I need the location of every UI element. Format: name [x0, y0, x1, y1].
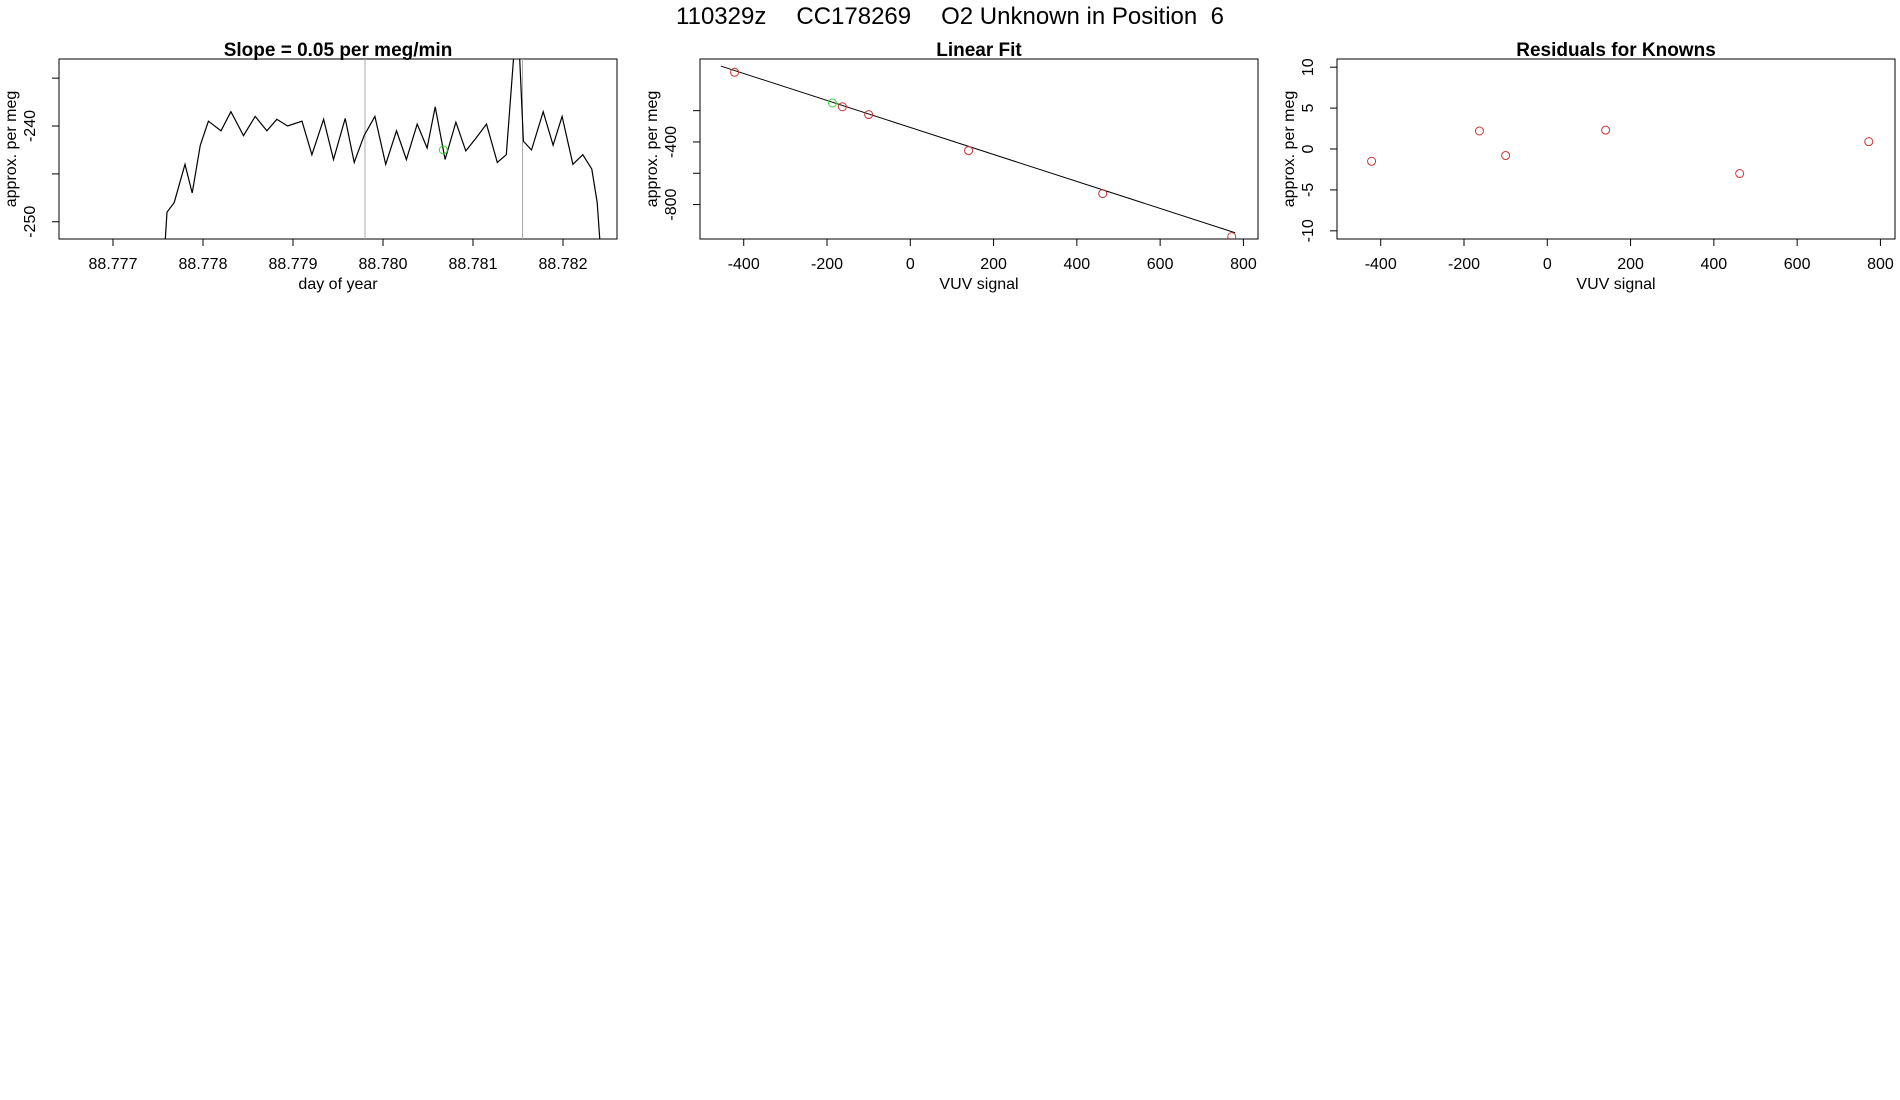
y-tick-label: -400: [663, 125, 680, 158]
y-axis-label: approx. per meg: [1281, 90, 1298, 208]
residual-point: [1736, 170, 1744, 178]
y-tick-label: 5: [1300, 103, 1317, 113]
residual-point: [1502, 152, 1510, 160]
y-axis-label: approx. per meg: [644, 90, 661, 208]
y-tick-label: -250: [22, 205, 39, 238]
plot-content: [721, 66, 1236, 241]
x-axis-label: day of year: [298, 276, 378, 293]
sample-id: CC178269: [796, 3, 912, 30]
x-tick-label: 88.778: [178, 256, 228, 273]
y-tick-label: 10: [1300, 58, 1317, 77]
x-tick-label: 200: [1617, 256, 1644, 273]
x-axis-label: VUV signal: [1576, 276, 1656, 293]
plot-content: [1368, 126, 1873, 177]
chart-title: Residuals for Knowns: [1516, 40, 1716, 61]
plot-frame: [1337, 59, 1895, 239]
run-id: 110329z: [676, 3, 767, 30]
plot-frame: [59, 59, 617, 239]
known-point: [731, 68, 739, 76]
x-tick-label: 88.782: [538, 256, 588, 273]
fit-line: [721, 66, 1235, 233]
y-axis-label: approx. per meg: [3, 90, 20, 208]
x-tick-label: 800: [1230, 256, 1257, 273]
y-tick-label: -800: [663, 188, 680, 221]
x-tick-label: 88.781: [448, 256, 498, 273]
chart-title: Slope = 0.05 per meg/min: [223, 40, 453, 61]
x-tick-label: 600: [1146, 256, 1174, 273]
y-tick-label: 0: [1300, 144, 1317, 154]
x-tick-label: 800: [1867, 256, 1894, 273]
residual-point: [1368, 157, 1376, 165]
x-tick-label: 400: [1063, 256, 1091, 273]
x-axis-label: VUV signal: [939, 276, 1019, 293]
y-tick-label: -240: [22, 110, 39, 143]
residual-point: [1865, 138, 1873, 146]
x-tick-label: 200: [980, 256, 1007, 273]
x-tick-label: 0: [905, 256, 915, 273]
x-tick-label: 88.779: [268, 256, 318, 273]
residual-point: [1602, 126, 1610, 134]
y-tick-label: -10: [1300, 219, 1317, 243]
known-point: [1099, 190, 1107, 198]
x-tick-label: 600: [1783, 256, 1811, 273]
x-tick-label: -400: [727, 256, 760, 273]
x-tick-label: 400: [1700, 256, 1728, 273]
x-tick-label: -200: [1447, 256, 1481, 273]
residuals-chart: [1280, 0, 1900, 310]
sample-description: O2 Unknown in Position 6: [941, 3, 1224, 30]
known-point: [965, 147, 973, 155]
time-series-chart: [0, 0, 640, 310]
residual-point: [1475, 127, 1483, 135]
linear-fit-chart: [640, 0, 1280, 310]
x-tick-label: -200: [810, 256, 844, 273]
x-tick-label: 0: [1542, 256, 1552, 273]
x-tick-label: 88.777: [88, 256, 138, 273]
y-tick-label: -5: [1300, 182, 1317, 198]
chart-title: Linear Fit: [936, 40, 1022, 61]
x-tick-label: 88.780: [358, 256, 408, 273]
x-tick-label: -400: [1364, 256, 1397, 273]
